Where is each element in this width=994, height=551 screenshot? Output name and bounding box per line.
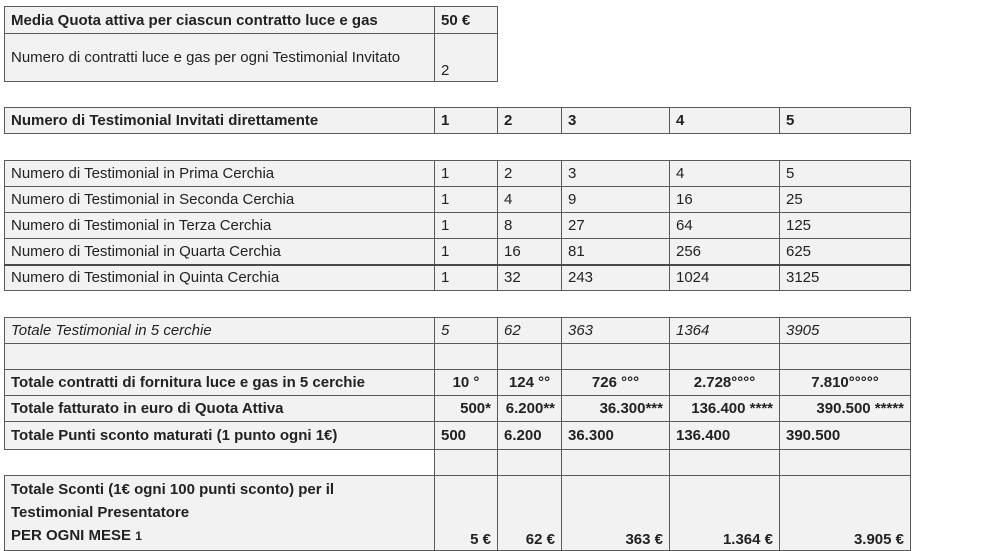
total-contracts-cell: 7.810°°°°° (780, 370, 911, 396)
empty-cell (435, 344, 498, 370)
circle-cell: 125 (780, 213, 911, 239)
empty-cell (670, 344, 780, 370)
total-contracts-cell: 10 ° (435, 370, 498, 396)
total-revenue-row (5, 396, 911, 422)
footnote-marker: 1 (135, 529, 142, 543)
total-revenue-cell: 6.200** (498, 396, 562, 422)
total-points-cell: 500 (435, 422, 498, 450)
empty-cell (780, 344, 911, 370)
circle-cell: 2 (498, 161, 562, 187)
total-points-label: Totale Punti sconto maturati (1 punto ogni 1€) (5, 422, 435, 450)
circle-cell: 256 (670, 239, 780, 265)
total-revenue-cell: 136.400 **** (670, 396, 780, 422)
circles-table (4, 160, 911, 291)
circle-label: Numero di Testimonial in Quinta Cerchia (5, 265, 435, 291)
circle-cell: 27 (562, 213, 670, 239)
invited-cell: 1 (435, 108, 498, 134)
contracts-per-invite-label: Numero di contratti luce e gas per ogni Testimonial Invitato (5, 34, 435, 82)
total-testimonial-row (5, 318, 911, 344)
circle-cell: 3125 (780, 265, 911, 291)
empty-cell (562, 344, 670, 370)
circle-cell: 64 (670, 213, 780, 239)
total-discounts-label-line1: Totale Sconti (1€ ogni 100 punti sconto) per il (11, 481, 335, 498)
total-discounts-label (5, 476, 435, 551)
total-points-cell: 390.500 (780, 422, 911, 450)
circle-cell: 1 (435, 239, 498, 265)
empty-cell (780, 450, 911, 476)
invited-row (5, 108, 911, 134)
total-testimonial-cell: 1364 (670, 318, 780, 344)
totals-table (4, 317, 911, 551)
circle-cell: 3 (562, 161, 670, 187)
total-testimonial-label: Totale Testimonial in 5 cerchie (5, 318, 435, 344)
total-contracts-cell: 726 °°° (562, 370, 670, 396)
total-discounts-cell: 1.364 € (670, 476, 780, 551)
total-discounts-label-text: PER OGNI MESE (11, 527, 132, 544)
invited-cell: 3 (562, 108, 670, 134)
circle-cell: 1 (435, 213, 498, 239)
total-testimonial-cell: 3905 (780, 318, 911, 344)
empty-cell (5, 344, 435, 370)
total-testimonial-cell: 62 (498, 318, 562, 344)
total-revenue-label: Totale fatturato in euro di Quota Attiva (5, 396, 435, 422)
total-testimonial-cell: 5 (435, 318, 498, 344)
circle-cell: 4 (670, 161, 780, 187)
circle-cell: 5 (780, 161, 911, 187)
empty-cell (435, 450, 498, 476)
invited-cell: 4 (670, 108, 780, 134)
total-revenue-cell: 36.300*** (562, 396, 670, 422)
total-discounts-cell: 363 € (562, 476, 670, 551)
total-contracts-cell: 2.728°°°° (670, 370, 780, 396)
circle-label: Numero di Testimonial in Prima Cerchia (5, 161, 435, 187)
total-discounts-cell: 3.905 € (780, 476, 911, 551)
circle-row (5, 187, 911, 213)
total-points-cell: 136.400 (670, 422, 780, 450)
total-contracts-cell: 124 °° (498, 370, 562, 396)
total-contracts-label: Totale contratti di fornitura luce e gas in 5 cerchie (5, 370, 435, 396)
circle-label: Numero di Testimonial in Terza Cerchia (5, 213, 435, 239)
empty-cell (498, 344, 562, 370)
circle-cell: 1 (435, 187, 498, 213)
circle-row (5, 265, 911, 291)
total-points-cell: 36.300 (562, 422, 670, 450)
quota-row (5, 7, 498, 34)
spacer-row (5, 344, 911, 370)
total-discounts-label-line3 (11, 524, 428, 548)
circle-row (5, 213, 911, 239)
empty-cell (5, 450, 435, 476)
circle-cell: 625 (780, 239, 911, 265)
total-discounts-cell: 5 € (435, 476, 498, 551)
circle-cell: 1 (435, 265, 498, 291)
circle-cell: 32 (498, 265, 562, 291)
circle-row (5, 161, 911, 187)
invited-table (4, 107, 911, 134)
circle-cell: 16 (498, 239, 562, 265)
circle-label: Numero di Testimonial in Seconda Cerchia (5, 187, 435, 213)
total-revenue-cell: 500* (435, 396, 498, 422)
total-testimonial-cell: 363 (562, 318, 670, 344)
circle-cell: 8 (498, 213, 562, 239)
total-discounts-cell: 62 € (498, 476, 562, 551)
contracts-per-invite-value: 2 (435, 34, 498, 82)
quota-table (4, 6, 498, 82)
quota-label: Media Quota attiva per ciascun contratto luce e gas (5, 7, 435, 34)
empty-cell (498, 450, 562, 476)
empty-cell (562, 450, 670, 476)
total-points-row (5, 422, 911, 450)
invited-cell: 5 (780, 108, 911, 134)
circle-row (5, 239, 911, 265)
total-discounts-label-line2: Testimonial Presentatore (11, 504, 190, 521)
circle-cell: 9 (562, 187, 670, 213)
circle-cell: 4 (498, 187, 562, 213)
circle-cell: 25 (780, 187, 911, 213)
circle-cell: 1 (435, 161, 498, 187)
total-discounts-row (5, 476, 911, 551)
circle-cell: 1024 (670, 265, 780, 291)
circle-cell: 243 (562, 265, 670, 291)
empty-cell (670, 450, 780, 476)
total-points-cell: 6.200 (498, 422, 562, 450)
spacer-row (5, 450, 911, 476)
total-contracts-row (5, 370, 911, 396)
circle-cell: 81 (562, 239, 670, 265)
quota-value: 50 € (435, 7, 498, 34)
invited-cell: 2 (498, 108, 562, 134)
circle-cell: 16 (670, 187, 780, 213)
invited-label: Numero di Testimonial Invitati direttamente (5, 108, 435, 134)
contracts-per-invite-row (5, 34, 498, 82)
total-revenue-cell: 390.500 ***** (780, 396, 911, 422)
circle-label: Numero di Testimonial in Quarta Cerchia (5, 239, 435, 265)
